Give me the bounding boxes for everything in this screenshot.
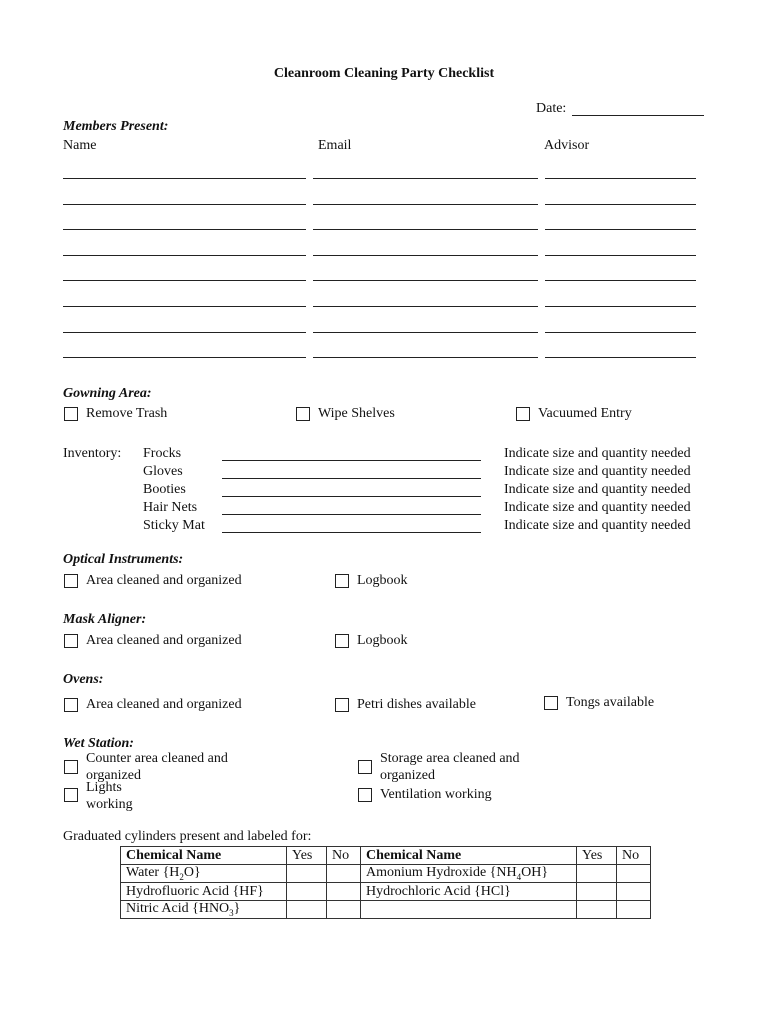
email-line[interactable] bbox=[313, 204, 538, 205]
no-cell[interactable] bbox=[327, 865, 361, 883]
advisor-line[interactable] bbox=[545, 178, 696, 179]
header-yes-left: Yes bbox=[287, 847, 327, 865]
inventory-item-label: Gloves bbox=[143, 464, 183, 479]
ventilation-checkbox[interactable] bbox=[358, 788, 372, 802]
optical-logbook-label: Logbook bbox=[357, 573, 408, 588]
table-row bbox=[121, 865, 651, 883]
petri-checkbox[interactable] bbox=[335, 698, 349, 712]
header-no-right: No bbox=[617, 847, 651, 865]
date-field[interactable] bbox=[572, 115, 704, 116]
lights-label: Lights working bbox=[86, 780, 133, 812]
chemical-hydrochloric-acid: Hydrochloric Acid {HCl} bbox=[361, 883, 577, 901]
mask-logbook-label: Logbook bbox=[357, 633, 408, 648]
cylinders-intro: Graduated cylinders present and labeled for: bbox=[63, 829, 312, 844]
chemical-amonium-hydroxide: Amonium Hydroxide $\{NH_4OH\}$ bbox=[361, 865, 577, 883]
optical-area-checkbox[interactable] bbox=[64, 574, 78, 588]
name-line[interactable] bbox=[63, 204, 306, 205]
header-yes-right: Yes bbox=[577, 847, 617, 865]
inventory-item-label: Frocks bbox=[143, 446, 182, 461]
ovens-area-label: Area cleaned and organized bbox=[86, 697, 242, 712]
chemical-hydrofluoric-acid: Hydrofluoric Acid {HF} bbox=[121, 883, 287, 901]
table-row bbox=[121, 901, 651, 919]
inventory-item-label: Sticky Mat bbox=[143, 518, 205, 533]
email-line[interactable] bbox=[313, 178, 538, 179]
mask-logbook-checkbox[interactable] bbox=[335, 634, 349, 648]
chemical-table bbox=[120, 846, 651, 919]
ventilation-label: Ventilation working bbox=[380, 787, 492, 802]
inventory-item-field[interactable] bbox=[222, 514, 481, 515]
advisor-line[interactable] bbox=[545, 255, 696, 256]
header-chemical-name-left: Chemical Name bbox=[121, 847, 287, 865]
wipe-shelves-label: Wipe Shelves bbox=[318, 406, 395, 421]
name-line[interactable] bbox=[63, 332, 306, 333]
yes-cell[interactable] bbox=[287, 883, 327, 901]
inventory-item-field[interactable] bbox=[222, 532, 481, 533]
petri-label: Petri dishes available bbox=[357, 697, 476, 712]
header-chemical-name-right: Chemical Name bbox=[361, 847, 577, 865]
inventory-note: Indicate size and quantity needed bbox=[504, 482, 691, 497]
ovens-area-checkbox[interactable] bbox=[64, 698, 78, 712]
optical-heading: Optical Instruments: bbox=[63, 552, 184, 567]
email-line[interactable] bbox=[313, 255, 538, 256]
advisor-line[interactable] bbox=[545, 204, 696, 205]
table-row bbox=[121, 883, 651, 901]
inventory-item-field[interactable] bbox=[222, 478, 481, 479]
gowning-heading: Gowning Area: bbox=[63, 386, 152, 401]
lights-checkbox[interactable] bbox=[64, 788, 78, 802]
name-line[interactable] bbox=[63, 280, 306, 281]
table-header-row bbox=[121, 847, 651, 865]
optical-logbook-checkbox[interactable] bbox=[335, 574, 349, 588]
vacuumed-entry-label: Vacuumed Entry bbox=[538, 406, 632, 421]
advisor-line[interactable] bbox=[545, 280, 696, 281]
col-name-header: Name bbox=[63, 138, 97, 153]
tongs-label: Tongs available bbox=[566, 695, 655, 710]
email-line[interactable] bbox=[313, 357, 538, 358]
inventory-item-field[interactable] bbox=[222, 460, 481, 461]
no-cell[interactable] bbox=[617, 865, 651, 883]
chemical-water: Water $\{H_2O\}$ bbox=[121, 865, 287, 883]
inventory-note: Indicate size and quantity needed bbox=[504, 464, 691, 479]
inventory-note: Indicate size and quantity needed bbox=[504, 518, 691, 533]
chemical-empty bbox=[361, 901, 577, 919]
no-cell[interactable] bbox=[327, 883, 361, 901]
wipe-shelves-checkbox[interactable] bbox=[296, 407, 310, 421]
storage-checkbox[interactable] bbox=[358, 760, 372, 774]
col-email-header: Email bbox=[318, 138, 352, 153]
mask-heading: Mask Aligner: bbox=[63, 612, 147, 627]
name-line[interactable] bbox=[63, 178, 306, 179]
yes-cell[interactable] bbox=[287, 901, 327, 919]
members-heading: Members Present: bbox=[63, 119, 169, 134]
name-line[interactable] bbox=[63, 357, 306, 358]
mask-area-label: Area cleaned and organized bbox=[86, 633, 242, 648]
yes-cell[interactable] bbox=[577, 883, 617, 901]
header-no-left: No bbox=[327, 847, 361, 865]
inventory-item-label: Hair Nets bbox=[143, 500, 198, 515]
vacuumed-entry-checkbox[interactable] bbox=[516, 407, 530, 421]
advisor-line[interactable] bbox=[545, 332, 696, 333]
inventory-label: Inventory: bbox=[63, 446, 122, 461]
remove-trash-checkbox[interactable] bbox=[64, 407, 78, 421]
date-label: Date: bbox=[536, 101, 567, 116]
tongs-checkbox[interactable] bbox=[544, 696, 558, 710]
counter-label: Counter area cleaned and organized bbox=[86, 751, 228, 783]
storage-label: Storage area cleaned and organized bbox=[380, 751, 520, 783]
inventory-item-label: Booties bbox=[143, 482, 186, 497]
advisor-line[interactable] bbox=[545, 306, 696, 307]
yes-cell[interactable] bbox=[287, 865, 327, 883]
remove-trash-label: Remove Trash bbox=[86, 406, 168, 421]
yes-cell[interactable] bbox=[577, 865, 617, 883]
ovens-heading: Ovens: bbox=[63, 672, 104, 687]
yes-cell[interactable] bbox=[577, 901, 617, 919]
email-line[interactable] bbox=[313, 332, 538, 333]
inventory-item-field[interactable] bbox=[222, 496, 481, 497]
email-line[interactable] bbox=[313, 280, 538, 281]
no-cell[interactable] bbox=[617, 901, 651, 919]
inventory-note: Indicate size and quantity needed bbox=[504, 500, 691, 515]
mask-area-checkbox[interactable] bbox=[64, 634, 78, 648]
inventory-note: Indicate size and quantity needed bbox=[504, 446, 691, 461]
wet-heading: Wet Station: bbox=[63, 736, 134, 751]
no-cell[interactable] bbox=[327, 901, 361, 919]
email-line[interactable] bbox=[313, 306, 538, 307]
advisor-line[interactable] bbox=[545, 357, 696, 358]
no-cell[interactable] bbox=[617, 883, 651, 901]
name-line[interactable] bbox=[63, 306, 306, 307]
email-line[interactable] bbox=[313, 229, 538, 230]
name-line[interactable] bbox=[63, 229, 306, 230]
chemical-nitric-acid: Nitric Acid $\{HNO_3\}$ bbox=[121, 901, 287, 919]
advisor-line[interactable] bbox=[545, 229, 696, 230]
optical-area-label: Area cleaned and organized bbox=[86, 573, 242, 588]
page-title: Cleanroom Cleaning Party Checklist bbox=[273, 66, 495, 81]
counter-checkbox[interactable] bbox=[64, 760, 78, 774]
name-line[interactable] bbox=[63, 255, 306, 256]
col-advisor-header: Advisor bbox=[544, 138, 590, 153]
